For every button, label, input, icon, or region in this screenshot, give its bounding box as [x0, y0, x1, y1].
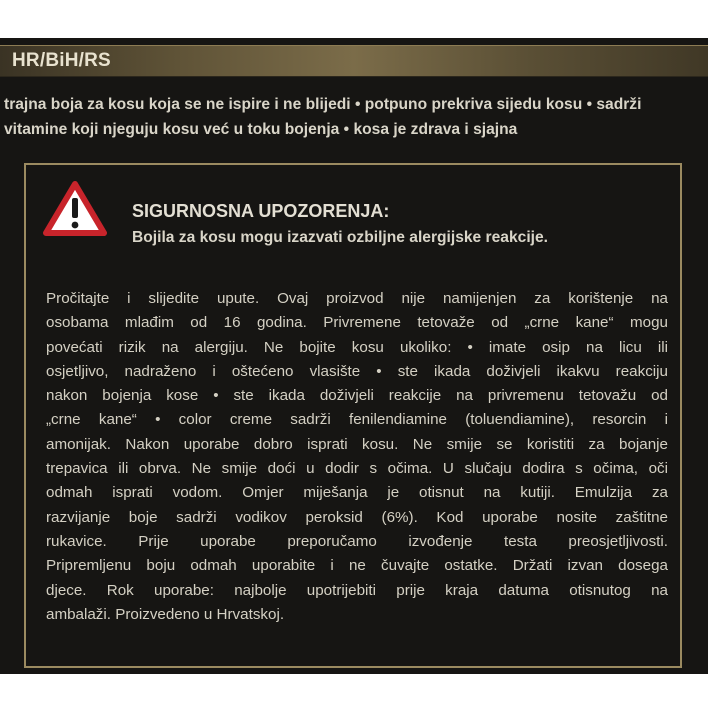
warning-line: razvijanje boje sadrži vodikov peroksid (6%). Kod uporabe nosite zaštitne	[46, 508, 668, 526]
warning-line: amonijak. Nakon uporabe dobro isprati kosu. Ne smije se koristiti za bojanje	[46, 435, 668, 453]
warning-line: Pročitajte i slijedite upute. Ovaj proizvod nije namijenjen za korištenje na	[46, 290, 668, 307]
warning-line: ambalaži. Proizvedeno u Hrvatskoj.	[46, 605, 285, 623]
warning-line: trepavica ili obrva. Ne smije doći u dodir s očima. U slučaju dodira s očima, oči	[46, 460, 668, 478]
warning-line: „crne kane“ • color creme sadrži fenilendiamine (toluendiamine), resorcin i	[46, 411, 668, 429]
warning-subtitle: Bojila za kosu mogu izazvati ozbiljne alergijske reakcije.	[132, 229, 548, 246]
warning-line: djece. Rok uporabe: najbolje upotrijebiti prije kraja datuma otisnutog na	[46, 581, 668, 599]
warning-line: rukavice. Prije uporabe preporučamo izvođenje testa preosjetljivosti.	[46, 532, 668, 550]
warning-body	[46, 287, 668, 627]
warning-box	[24, 163, 682, 668]
warning-line: Pripremljenu boju odmah uporabite i ne čuvajte ostatke. Držati izvan dosega	[46, 557, 668, 575]
warning-line: nakon bojenja kose • ste ikada doživjeli reakcije na privremenu tetovažu od	[46, 387, 668, 405]
warning-line: osjetljivo, nadraženo i oštećeno vlasište • ste ikada doživjeli ikakvu reakciju	[46, 362, 668, 380]
warning-line: povećati rizik na alergiju. Ne bojite kosu ukoliko: • imate osip na licu ili	[46, 338, 668, 356]
package-panel	[0, 38, 708, 674]
warning-title: SIGURNOSNA UPOZORENJA:	[132, 201, 390, 221]
warning-triangle-icon	[43, 181, 107, 237]
language-label: HR/BiH/RS	[12, 50, 111, 71]
language-bar	[0, 45, 708, 77]
intro-line: vitamine koji njeguju kosu već u toku bojenja • kosa je zdrava i sjajna	[4, 121, 518, 138]
warning-line: osobama mlađim od 16 godina. Privremene tetovaže od „crne kane“ mogu	[46, 314, 668, 332]
warning-line: odmah isprati vodom. Omjer miješanja je otisnut na kutiji. Emulzija za	[46, 484, 668, 502]
intro-text	[4, 92, 704, 142]
intro-line: trajna boja za kosu koja se ne ispire i ne blijedi • potpuno prekriva sijedu kosu • sadrži	[4, 96, 642, 113]
